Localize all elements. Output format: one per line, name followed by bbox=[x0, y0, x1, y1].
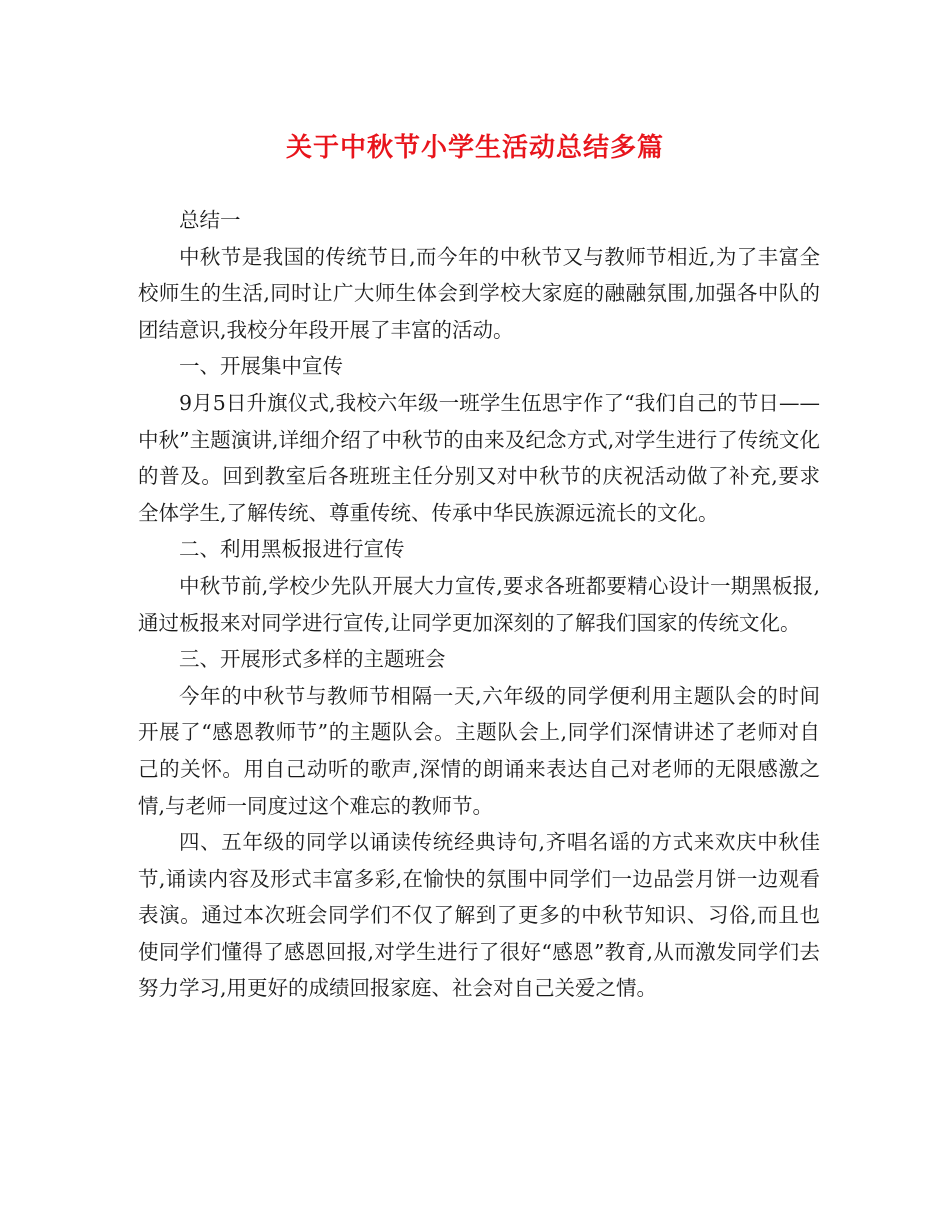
section-heading-class-meeting: 三、开展形式多样的主题班会 bbox=[179, 647, 446, 672]
paragraph-fifth-grade: 四、五年级的同学以诵读传统经典诗句,齐唱名谣的方式来欢庆中秋佳节,诵读内容及形式丰富多彩,在愉快的氛围中同学们一边品尝月饼一边观看表演。通过本次班会同学们不仅了解到了更多的中秋节知识、习俗,而且也使同学们懂得了感恩回报,对学生进行了很好“感恩”教育,从而激发同学们去努力学习,用更好的成绩回报家庭、社会对自己关爱之情。 bbox=[138, 830, 820, 1001]
section-heading-blackboard: 二、利用黑板报进行宣传 bbox=[179, 537, 405, 562]
paragraph-intro: 中秋节是我国的传统节日,而今年的中秋节又与教师节相近,为了丰富全校师生的生活,同时让广大师生体会到学校大家庭的融融氛围,加强各中队的团结意识,我校分年段开展了丰富的活动。 bbox=[138, 244, 820, 342]
paragraph-teachers-day: 今年的中秋节与教师节相隔一天,六年级的同学便利用主题队会的时间开展了“感恩教师节”的主题队会。主题队会上,同学们深情讲述了老师对自己的关怀。用自己动听的歌声,深情的朗诵来表达自己对老师的无限感激之情,与老师一同度过这个难忘的教师节。 bbox=[138, 683, 820, 818]
document-title: 关于中秋节小学生活动总结多篇 bbox=[285, 133, 664, 163]
paragraph-flag-ceremony: 9月5日升旗仪式,我校六年级一班学生伍思宇作了“我们自己的节日——中秋”主题演讲,详细介绍了中秋节的由来及纪念方式,对学生进行了传统文化的普及。回到教室后各班班主任分别又对中秋节的庆祝活动做了补充,要求全体学生,了解传统、尊重传统、传承中华民族源远流长的文化。 bbox=[138, 390, 820, 525]
section-heading-publicity: 一、开展集中宣传 bbox=[179, 354, 343, 379]
document-body bbox=[138, 202, 820, 1007]
paragraph-blackboard: 中秋节前,学校少先队开展大力宣传,要求各班都要精心设计一期黑板报,通过板报来对同学进行宣传,让同学更加深刻的了解我们国家的传统文化。 bbox=[138, 573, 820, 635]
section-heading-summary-one: 总结一 bbox=[179, 208, 241, 232]
